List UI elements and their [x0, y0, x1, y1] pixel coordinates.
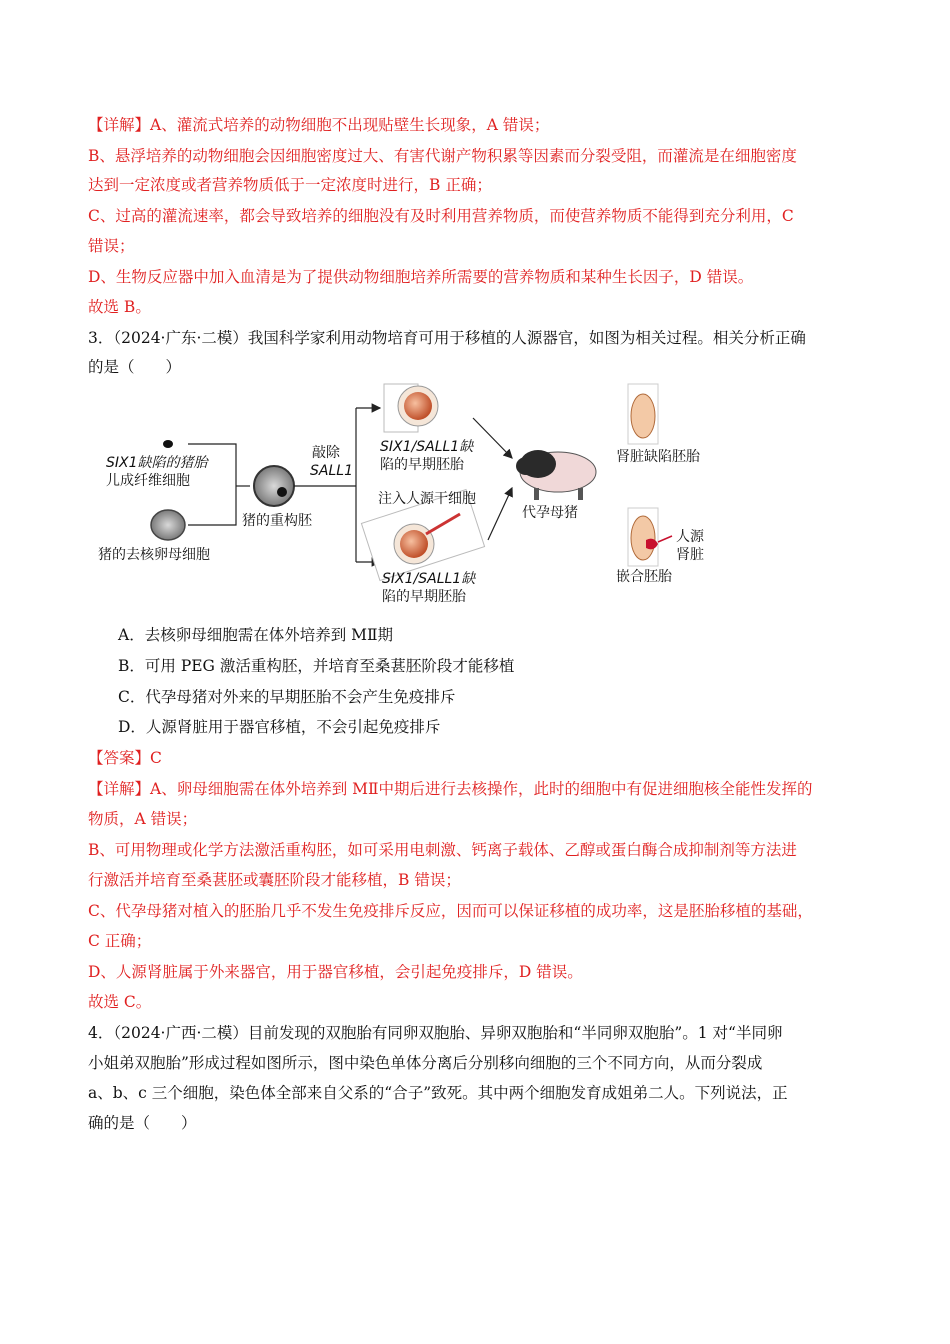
- explanation-line: B、可用物理或化学方法激活重构胚，如可采用电刺激、钙离子载体、乙醇或蛋白酶合成抑制剂等方法进: [88, 841, 797, 859]
- kidney-defect-embryo-label: 肾脏缺陷胚胎: [616, 449, 700, 465]
- reconstructed-embryo-icon: [254, 466, 294, 506]
- option-b: B．可用 PEG 激活重构胚，并培育至桑葚胚阶段才能移植: [118, 657, 515, 675]
- explanation-line: 【详解】A、卵母细胞需在体外培养到 MⅡ中期后进行去核操作，此时的细胞中有促进细胞核全能性发挥的: [88, 780, 813, 798]
- human-kidney-label: 人源: [676, 529, 704, 545]
- inject-stem-cell-label: 注入人源干细胞: [378, 491, 476, 507]
- question-3-stem: 3．（2024·广东·二模）我国科学家利用动物培育可用于移植的人源器官，如图为相关过程。相关分析正确: [88, 329, 806, 347]
- explanation-line: D、生物反应器中加入血清是为了提供动物细胞培养所需要的营养物质和某种生长因子，D 错误。: [88, 268, 754, 286]
- pig-icon: [516, 450, 596, 500]
- human-kidney-label: 肾脏: [676, 547, 704, 563]
- knockout-gene-label: SALL1: [310, 463, 353, 479]
- early-embryo-label: SIX1/SALL1缺: [382, 571, 476, 587]
- question-4-stem: a、b、c 三个细胞，染色体全部来自父系的“合子”致死。其中两个细胞发育成姐弟二人。下列说法，正: [88, 1084, 788, 1102]
- question-4-stem: 4．（2024·广西·二模）目前发现的双胞胎有同卵双胞胎、异卵双胞胎和“半同卵双胞胎”。1 对“半同卵: [88, 1024, 783, 1042]
- explanation-line: C、过高的灌流速率，都会导致培养的细胞没有及时利用营养物质，而使营养物质不能得到充分利用，C: [88, 207, 794, 225]
- question-4-stem: 确的是（ ）: [88, 1114, 197, 1132]
- option-d: D．人源肾脏用于器官移植，不会引起免疫排斥: [118, 718, 441, 736]
- nucleus-dot-icon: [163, 440, 173, 448]
- option-a: A．去核卵母细胞需在体外培养到 MⅡ期: [118, 626, 394, 644]
- explanation-line: D、人源肾脏属于外来器官，用于器官移植，会引起免疫排斥，D 错误。: [88, 963, 583, 981]
- kidney-defect-embryo-icon: [631, 394, 655, 438]
- explanation-line: 达到一定浓度或者营养物质低于一定浓度时进行，B 正确；: [88, 176, 492, 194]
- process-diagram: [88, 380, 828, 610]
- explanation-line: C、代孕母猪对植入的胚胎几乎不发生免疫排斥反应，因而可以保证移植的成功率，这是胚胎移植的基础，: [88, 902, 813, 920]
- explanation-line: C 正确；: [88, 932, 152, 950]
- early-embryo-label: 陷的早期胚胎: [380, 457, 464, 473]
- surrogate-pig-label: 代孕母猪: [522, 505, 578, 521]
- knockout-label: 敲除: [312, 445, 340, 461]
- early-embryo-label: SIX1/SALL1缺: [380, 439, 474, 455]
- answer-line: 【答案】C: [88, 749, 162, 767]
- chimera-embryo-icon: [631, 516, 655, 560]
- explanation-line: 物质，A 错误；: [88, 810, 198, 828]
- oocyte-label: 猪的去核卵母细胞: [98, 547, 210, 563]
- explanation-line: 错误；: [88, 237, 135, 255]
- option-c: C．代孕母猪对外来的早期胚胎不会产生免疫排斥: [118, 688, 456, 706]
- fibroblast-label: 儿成纤维细胞: [106, 473, 190, 489]
- explanation-line: 故选 C。: [88, 993, 152, 1011]
- chimera-embryo-label: 嵌合胚胎: [616, 569, 672, 585]
- explanation-line: B、悬浮培养的动物细胞会因细胞密度过大、有害代谢产物积累等因素而分裂受阻，而灌流是在细胞密度: [88, 147, 797, 165]
- explanation-line: 行激活并培育至桑葚胚或囊胚阶段才能移植，B 错误；: [88, 871, 461, 889]
- question-3-stem: 的是（ ）: [88, 358, 182, 376]
- explanation-line: 故选 B。: [88, 298, 151, 316]
- reconstructed-embryo-label: 猪的重构胚: [242, 513, 312, 529]
- fibroblast-label: SIX1缺陷的猪胎: [106, 455, 208, 471]
- oocyte-icon: [151, 510, 185, 540]
- explanation-line: 【详解】A、灌流式培养的动物细胞不出现贴壁生长现象，A 错误；: [88, 116, 550, 134]
- question-4-stem: 小姐弟双胞胎”形成过程如图所示，图中染色单体分离后分别移向细胞的三个不同方向，从而分裂成: [88, 1054, 763, 1072]
- early-embryo-label: 陷的早期胚胎: [382, 589, 466, 605]
